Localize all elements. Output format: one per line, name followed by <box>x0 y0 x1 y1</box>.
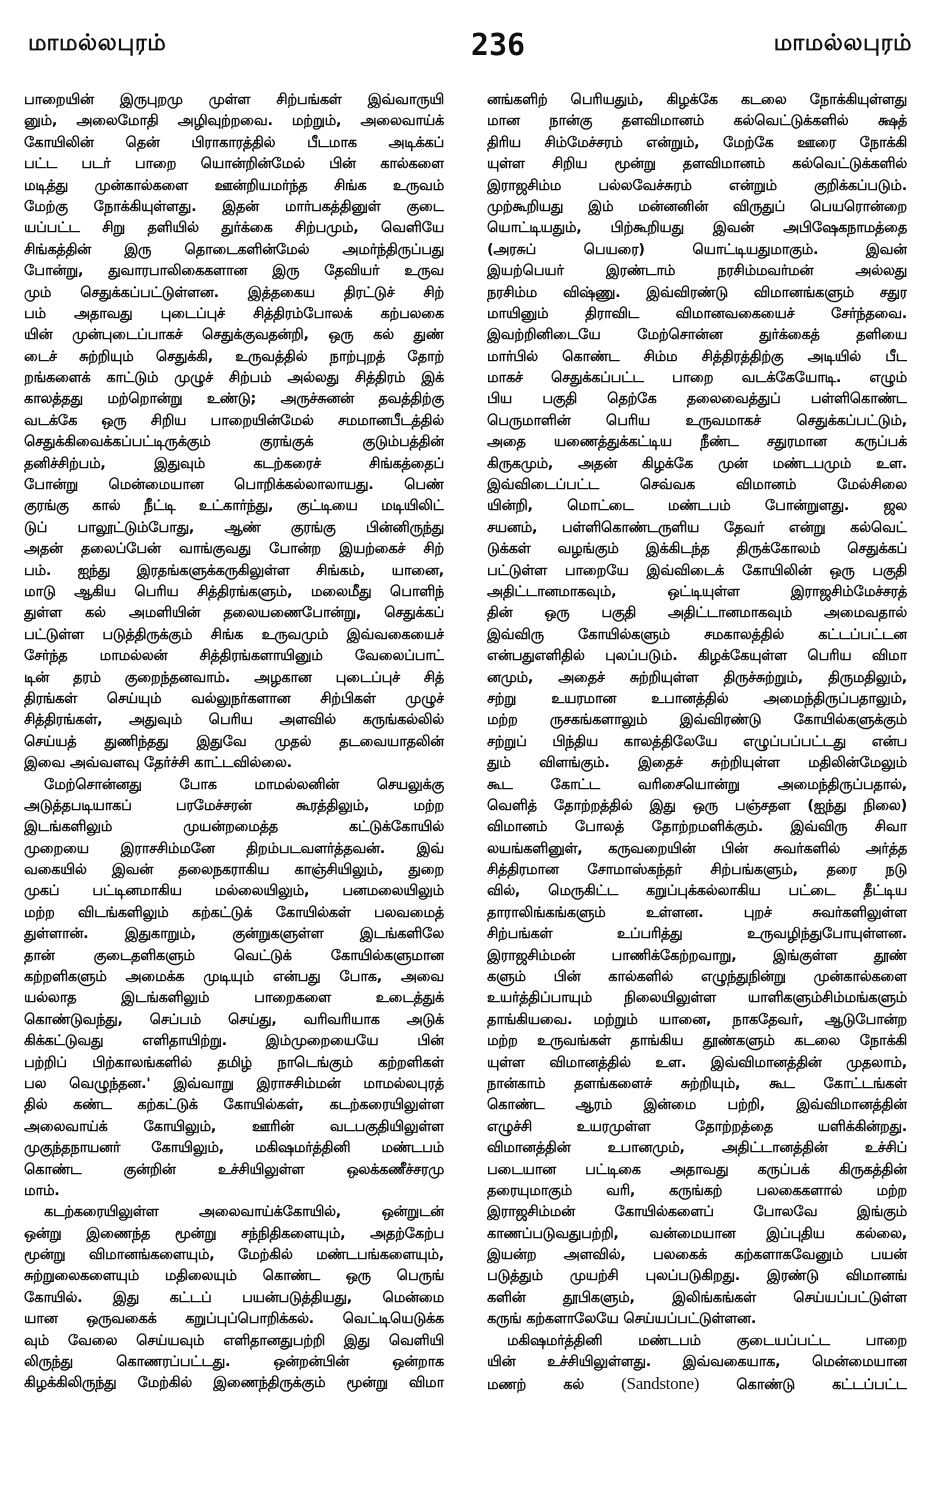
text-line: டைச் சுற்றியும் செதுக்கி, உருவத்தில் நாற்புறத் தோற் <box>24 348 444 365</box>
text-line: மூன்று விமானங்களையும், மேற்கில் மண்டபங்களையும், <box>24 1247 444 1264</box>
text-line: கோயிலின் தென் பிராகாரத்தில் பீடமாக அடிக்கப் <box>24 134 444 151</box>
text-line: தின் ஒரு பகுதி அதிட்டானமாகவும் அமைவதால் <box>487 605 907 622</box>
text-line: கிருகமும், அதன் கிழக்கே முன் மண்டபமும் உள. <box>487 455 907 472</box>
text-line: மற்ற விடங்களிலும் கற்கட்டுக் கோயில்கள் பலவமைத் <box>24 904 444 921</box>
text-line: கிழக்கிலிருந்து மேற்கில் இணைந்திருக்கும் மூன்று விமா <box>24 1375 444 1392</box>
text-line: கடற்கரையிலுள்ள அலைவாய்க்கோயில், ஒன்றுடன் <box>44 1204 444 1221</box>
text-line: முகப் பட்டினமாகிய மல்லையிலும், பனமலையிலும் <box>24 883 444 900</box>
text-line: படுத்தும் முயற்சி புலப்படுகிறது. இரண்டு விமானங் <box>487 1268 907 1285</box>
text-line: கொண்டுவந்து, செப்பம் செய்து, வரிவரியாக அடுக் <box>24 1011 444 1028</box>
text-segment: மணற் கல் <box>487 1377 622 1394</box>
text-line: னங்களிற் பெரியதும், கிழக்கே கடலை நோக்கியுள்ளது <box>487 92 907 108</box>
text-line: யின் உச்சியிலுள்ளது. இவ்வகையாக, மென்மையான <box>487 1354 907 1371</box>
text-line: அதன் தலைப்பேன் வாங்குவது போன்ற இயற்கைச் சிற் <box>24 541 444 558</box>
text-line: அலைவாய்க் கோயிலும், ஊரின் வடபகுதியிலுள்ள <box>24 1118 444 1135</box>
text-line: கருங் கற்களாலேயே செய்யப்பட்டுள்ளன. <box>487 1311 757 1328</box>
text-line: முகுந்தநாயனர் கோயிலும், மகிஷமர்த்தினி மண்டபம் <box>24 1140 444 1157</box>
text-line: கிக்கட்டுவது எளிதாயிற்று. இம்முறையையே பின் <box>24 1033 444 1050</box>
text-line: பட்ட படர் பாறை யொன்றின்மேல் பின் கால்களை <box>24 156 444 173</box>
text-line: சேர்ந்த மாமல்லன் சித்திரங்களாயினும் வேலைப்பாட் <box>24 648 444 665</box>
text-line: திரிய சிம்மேச்சரம் என்றும், மேற்கே ஊரை நோக்கி <box>487 134 907 151</box>
text-line: என்பதுஎளிதில் புலப்படும். கிழக்கேயுள்ள பெரிய விமா <box>487 648 907 665</box>
text-line: செய்யத் துணிந்தது இதுவே முதல் தடவையாதலின் <box>24 733 444 750</box>
text-line: யப்பட்ட சிறு தளியில் துர்க்கை சிற்பமும், வெளியே <box>24 220 444 237</box>
text-line: சிங்கத்தின் இரு தொடைகளின்மேல் அமர்ந்திருப்பது <box>24 241 444 258</box>
text-line: யின் முன்புடைப்பாகச் செதுக்குவதன்றி, ஒரு கல் துண் <box>24 327 444 344</box>
text-line: மாடு ஆகிய பெரிய சித்திரங்களும், மலைமீது பொளிந் <box>24 583 444 600</box>
text-line: சற்று உயரமான உபானத்தில் அமைந்திருப்பதாலும், <box>487 690 907 707</box>
text-line: லயங்களினுள், கருவறையின் பின் சுவர்களில் அர்த்த <box>487 840 907 857</box>
text-line: யின்றி, மொட்டை மண்டபம் போன்றுளது. ஜல <box>487 498 907 515</box>
text-line: பற்றிப் பிற்காலங்களில் தமிழ் நாடெங்கும் கற்றளிகள் <box>24 1054 444 1071</box>
text-line: மேற்சொன்னது போக மாமல்லனின் செயலுக்கு <box>44 776 444 793</box>
text-line: கற்றளிகளும் அமைக்க முடியும் என்பது போக, அவை <box>24 969 444 986</box>
text-line: தும் விளங்கும். இதைச் சுற்றியுள்ள மதிலின்மேலும் <box>487 755 907 772</box>
text-line: மற்ற உருவங்கள் தாங்கிய தூண்களும் கடலை நோக்கி <box>487 1033 907 1050</box>
text-line: றங்களைக் காட்டும் முழுச் சிற்பம் அல்லது சித்திரம் இக் <box>24 370 444 387</box>
text-line: விமானம் போலத் தோற்றமளிக்கும். இவ்விரு சிவா <box>487 819 907 836</box>
text-line: தனிச்சிற்பம், இதுவும் கடற்கரைச் சிங்கத்தைப் <box>24 455 444 472</box>
text-line: இராஜசிம்மன் கோயில்களைப் போலவே இங்கும் <box>487 1204 907 1221</box>
text-line: இயற்பெயர் இரண்டாம் நரசிம்மவர்மன் அல்லது <box>487 263 907 280</box>
text-line: காலத்தது மற்றொன்று உண்டு; அருச்சுனன் தவத்திற்கு <box>24 391 444 408</box>
text-line: சித்திரமான சோமாஸ்கந்தர் சிற்பங்களும், தரை நடு <box>487 862 907 879</box>
text-line: மகிஷமர்த்தினி மண்டபம் குடையப்பட்ட பாறை <box>507 1332 907 1349</box>
text-line <box>487 1373 907 1394</box>
text-line: பட்டுள்ள பாறையே இவ்விடைக் கோயிலின் ஒரு பகுதி <box>487 562 907 579</box>
text-line: தரையுமாகும் வரி, கருங்கற் பலகைகளால் மற்ற <box>487 1182 907 1199</box>
text-line: திரங்கள் செய்யும் வல்லுநர்களான சிற்பிகள் முழுச் <box>24 690 444 707</box>
text-line: ஒன்று இணைந்த மூன்று சந்நிதிகளையும், அதற்கேற்ப <box>24 1225 444 1242</box>
text-line: பெருமாளின் பெரிய உருவமாகச் செதுக்கப்பட்டும், <box>487 412 907 429</box>
running-title-right: மாமல்லபுரம் <box>773 30 912 56</box>
text-line: னமும், அதைச் சுற்றியுள்ள திருச்சுற்றும், திருமதிலும், <box>487 669 907 686</box>
text-line: யான ஒருவகைக் கறுப்புப்பொறிக்கல். வெட்டியெடுக்க <box>24 1311 444 1328</box>
text-line: எழுச்சி உயரமுள்ள தோற்றத்தை யளிக்கின்றது. <box>487 1118 907 1135</box>
text-line: மற்ற ருசகங்களாலும் இவ்விரண்டு கோயில்களுக்கும் <box>487 712 907 729</box>
text-line: டின் தரம் குறைந்தனவாம். அழகான புடைப்புச் சித் <box>24 669 444 686</box>
text-line: மும் செதுக்கப்பட்டுள்ளன. இத்தகைய திரட்டுச் சிற் <box>24 284 444 301</box>
text-line: வகையில் இவன் தலைநகராகிய காஞ்சியிலும், துறை <box>24 862 444 879</box>
text-line: தான் குடைதளிகளும் வெட்டுக் கோயில்களுமான <box>24 947 444 964</box>
text-line: படையான பட்டிகை அதாவது கருப்பக் கிருகத்தின் <box>487 1161 907 1178</box>
text-line: யுள்ள விமானத்தில் உள. இவ்விமானத்தின் முதலாம், <box>487 1054 907 1071</box>
text-line: யல்லாத இடங்களிலும் பாறைகளை உடைத்துக் <box>24 990 444 1007</box>
text-line: சிற்பங்கள் உப்பரித்து உருவழிந்துபோயுள்ளன. <box>487 926 907 943</box>
text-line: நான்காம் தளங்களைச் சுற்றியும், கூட கோட்டங்கள் <box>487 1075 907 1092</box>
text-line: அதை யணைத்துக்கட்டிய நீண்ட சதுரமான கருப்பக் <box>487 434 907 451</box>
text-line: இவ்விடைப்பட்ட செவ்வக விமானம் மேல்சிலை <box>487 477 907 494</box>
text-line: வில், மெருகிட்ட கறுப்புக்கல்லாகிய பட்டை தீட்டிய <box>487 883 907 900</box>
text-line: இயன்ற அளவில், பலகைக் கற்களாகவேனும் பயன் <box>487 1247 907 1264</box>
text-line: கூட கோட்ட வரிசையொன்று அமைந்திருப்பதால், <box>487 776 907 793</box>
text-line: உயர்த்திப்பாயும் நிலையிலுள்ள யாளிகளும்சிம்மங்களும் <box>487 990 907 1007</box>
text-line: போன்று, துவாரபாலிகைகளான இரு தேவியர் உருவ <box>24 263 444 280</box>
text-line: களின் தூபிகளும், இலிங்கங்கள் செய்யப்பட்டுள்ள <box>487 1289 907 1306</box>
left-text-column <box>24 90 444 1395</box>
text-line: காணப்படுவதுபற்றி, வன்மையான இப்புதிய கல்லை, <box>487 1225 907 1242</box>
text-line: இராஜசிம்ம பல்லவேச்சுரம் என்றும் குறிக்கப்படும். <box>487 177 907 194</box>
text-line: கொண்ட குன்றின் உச்சியிலுள்ள ஒலக்கணீச்சரமு <box>24 1161 444 1178</box>
text-line: விமானத்தின் உபானமும், அதிட்டானத்தின் உச்சிப் <box>487 1140 907 1157</box>
text-line: துள்ள கல் அமளியின் தலையணைபோன்று, செதுக்கப் <box>24 605 444 622</box>
text-line: போன்று மென்மையான பொறிக்கல்லாலாயது. பெண் <box>24 477 444 494</box>
text-line: இடங்களிலும் முயன்றமைத்த கட்டுக்கோயில் <box>24 819 444 836</box>
text-line: இராஜசிம்மன் பாணிக்கேற்றவாறு, இங்குள்ள தூண் <box>487 947 907 964</box>
text-line: இவ்விரு கோயில்களும் சமகாலத்தில் கட்டப்பட்டன <box>487 626 907 643</box>
text-line: பம். ஐந்து இரதங்களுக்கருகிலுள்ள சிங்கம், யானை, <box>24 562 444 579</box>
text-line: சற்றுப் பிந்திய காலத்திலேயே எழுப்பப்பட்டது என்ப <box>487 733 907 750</box>
text-line: மாகச் செதுக்கப்பட்ட பாறை வடக்கேயோடி. எழும் <box>487 370 907 387</box>
text-segment: கொண்டு கட்டப்பட்ட <box>699 1377 907 1394</box>
text-line: பிய பகுதி தெற்கே தலைவைத்துப் பள்ளிகொண்ட <box>487 391 907 408</box>
text-line: மடித்து முன்கால்களை ஊன்றியமர்ந்த சிங்க உருவம் <box>24 177 444 194</box>
text-line: யொட்டியதும், பிற்கூறியது இவன் அபிஷேகநாமத்தை <box>487 220 907 237</box>
text-line: களும் பின் கால்களில் எழுந்துநின்று முன்கால்களை <box>487 969 907 986</box>
text-line: வடக்கே ஒரு சிறிய பாறையின்மேல் சமமானபீடத்தில் <box>24 412 444 429</box>
text-line: அதிட்டானமாகவும், ஒட்டியுள்ள இராஜசிம்மேச்சரத் <box>487 583 907 600</box>
text-line: மார்பில் கொண்ட சிம்ம சித்திரத்திற்கு அடியில் பீட <box>487 348 907 365</box>
text-line: லிருந்து கொணரப்பட்டது. ஒன்றன்பின் ஒன்றாக <box>24 1354 444 1371</box>
text-line: சயனம், பள்ளிகொண்டருளிய தேவர் என்று கல்வெட் <box>487 519 907 536</box>
text-line: டுப் பாலூட்டும்போது, ஆண் குரங்கு பின்னிருந்து <box>24 519 444 536</box>
page-header <box>28 30 912 70</box>
text-line: வும் வேலை செய்யவும் எளிதானதுபற்றி இது வெளியி <box>24 1332 444 1349</box>
text-line: னும், அலைமோதி அழிவுற்றவை. மற்றும், அலைவாய்க் <box>24 113 444 130</box>
text-line: முறையை இராசசிம்மனே திறம்படவளர்த்தவன். இவ் <box>24 840 444 857</box>
running-title-left: மாமல்லபுரம் <box>28 30 167 56</box>
text-line: தாங்கியவை. மற்றும் யானை, நாகதேவர், ஆடுபோன்ற <box>487 1011 907 1028</box>
text-line: மாம். <box>24 1182 60 1199</box>
text-line: துள்ளான். இதுகாறும், குன்றுகளுள்ள இடங்களிலே <box>24 926 444 943</box>
text-line: பம் அதாவது புடைப்புச் சித்திரம்போலக் கற்பலகை <box>24 305 444 322</box>
text-line: டுக்கள் வழங்கும் இக்கிடந்த திருக்கோலம் செதுக்கப் <box>487 541 907 558</box>
text-line: செதுக்கிவைக்கப்பட்டிருக்கும் குரங்குக் குடும்பத்தின் <box>24 434 444 451</box>
text-line: இவை அவ்வளவு தேர்ச்சி காட்டவில்லை. <box>24 755 292 772</box>
text-line: தாராலிங்கங்களும் உள்ளன. புறச் சுவர்களிலுள்ள <box>487 904 907 921</box>
text-line: மாயினும் திராவிட விமானவகையைச் சேர்ந்தவை. <box>487 305 907 322</box>
text-line: பல வெழுந்தன.' இவ்வாறு இராசசிம்மன் மாமல்லபுரத் <box>24 1075 444 1092</box>
text-line: வெளித் தோற்றத்தில் இது ஒரு பஞ்சதள (ஐந்து நிலை) <box>487 797 907 814</box>
text-line: மேற்கு நோக்கியுள்ளது. இதன் மார்பகத்தினுள் குடை <box>24 198 444 215</box>
text-line: முற்கூறியது இம் மன்னனின் விருதுப் பெயரொன்றை <box>487 198 907 215</box>
latin-term: (Sandstone) <box>621 1374 700 1394</box>
text-line: சுற்றுலைகளையும் மதிலையும் கொண்ட ஒரு பெருங் <box>24 1268 444 1285</box>
right-text-column <box>487 90 907 1395</box>
text-line: மான நான்கு தளவிமானம் கல்வெட்டுக்களில் க்ஷத் <box>487 113 907 130</box>
text-line: (அரசுப் பெயரை) யொட்டியதுமாகும். இவன் <box>487 241 907 258</box>
text-line: இவற்றினிடையே மேற்சொன்ன துர்க்கைத் தளியை <box>487 327 907 344</box>
text-line: பாறையின் இருபுறமு முள்ள சிற்பங்கள் இவ்வாருயி <box>24 92 444 108</box>
text-line: நரசிம்ம விஷ்ணு. இவ்விரண்டு விமானங்களும் சதுர <box>487 284 907 301</box>
text-line: கொண்ட ஆரம் இன்மை பற்றி, இவ்விமானத்தின் <box>487 1097 907 1114</box>
text-line: கோயில். இது கட்டப் பயன்படுத்தியது, மென்மை <box>24 1289 444 1306</box>
text-line: பட்டுள்ள படுத்திருக்கும் சிங்க உருவமும் இவ்வகையைச் <box>24 626 444 643</box>
text-line: குரங்கு கால் நீட்டி உட்கார்ந்து, குட்டியை மடியிலிட் <box>24 498 444 515</box>
text-line: யுள்ள சிறிய மூன்று தளவிமானம் கல்வெட்டுக்களில் <box>487 156 907 173</box>
text-line: சித்திரங்கள், அதுவும் பெரிய அளவில் கருங்கல்லில் <box>24 712 444 729</box>
text-line: அடுத்தபடியாகப் பரமேச்சரன் கூரத்திலும், மற்ற <box>24 797 444 814</box>
page-number: 236 <box>470 28 526 63</box>
text-line: தில் கண்ட கற்கட்டுக் கோயில்கள், கடற்கரையிலுள்ள <box>24 1097 444 1114</box>
